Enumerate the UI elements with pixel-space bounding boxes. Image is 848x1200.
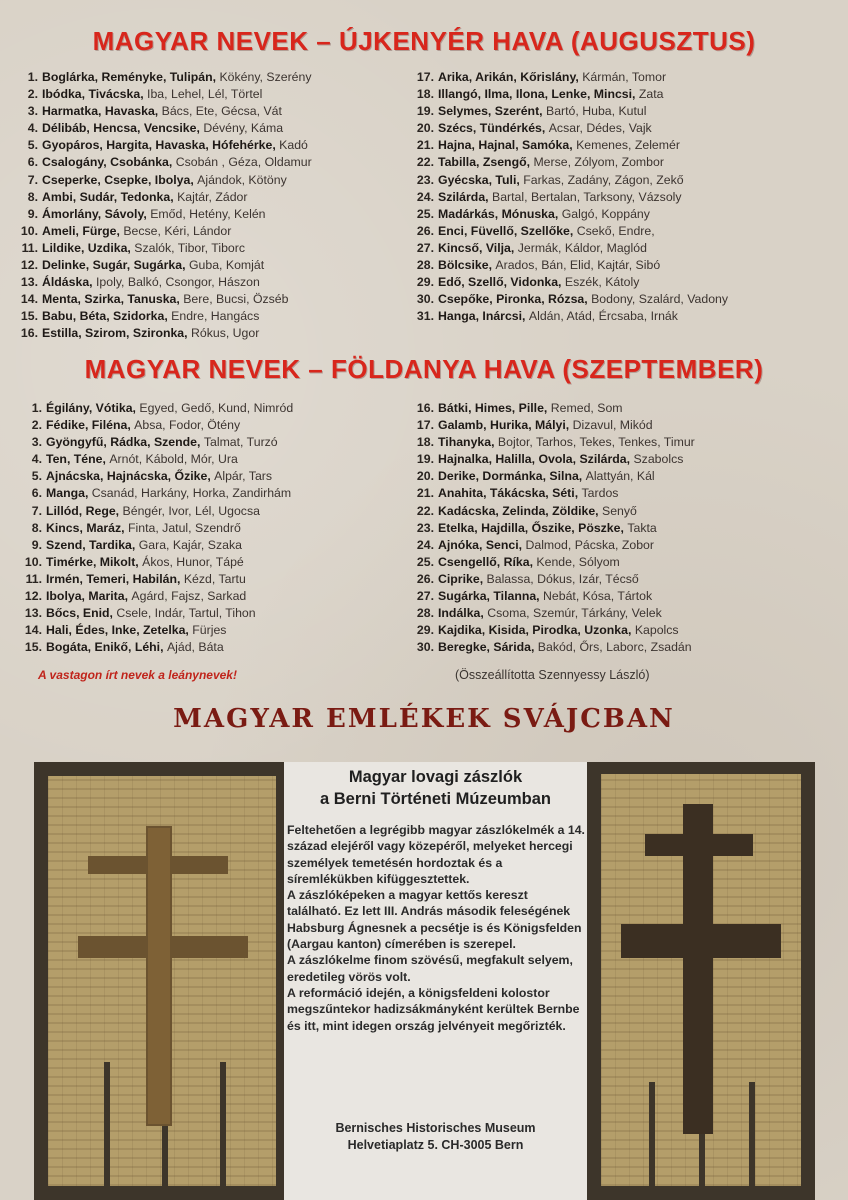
name-day-row (412, 588, 695, 605)
boys-names: Eszék, Kátoly (564, 275, 640, 290)
boys-names: Emőd, Hetény, Kelén (150, 206, 266, 221)
day-number: 27. (416, 589, 434, 604)
boys-names: Nebát, Kósa, Tártok (543, 589, 653, 604)
day-number: 8. (31, 520, 42, 535)
girls-names: Edő, Szellő, Vidonka, (438, 275, 565, 290)
girls-names: Fédike, Filéna, (46, 418, 135, 433)
boys-names: Bakód, Őrs, Laborc, Zsadán (537, 640, 692, 655)
girls-names: Ajnácska, Hajnácska, Őzike, (46, 469, 215, 484)
name-day-row (20, 605, 293, 622)
girls-names: Beregke, Sárida, (438, 640, 538, 655)
day-number: 14. (20, 292, 38, 307)
day-number: 7. (31, 503, 42, 518)
girls-names: Cseperke, Csepke, Ibolya, (42, 172, 198, 187)
name-day-row (16, 240, 312, 257)
name-day-row (16, 120, 312, 137)
boys-names: Remed, Som (550, 401, 623, 415)
info-paragraph: A reformáció idején, a königsfeldeni kolostor megszűntekor hadizsákmányként kerültek Bernbe és itt, mint idegen ország jelvényeit megőrizték. (287, 985, 580, 1033)
day-number: 11. (21, 240, 38, 255)
name-day-row (412, 434, 695, 451)
girls-names: Kincső, Vilja, (438, 240, 518, 255)
boys-names: Béngér, Ivor, Lél, Ugocsa (122, 503, 260, 518)
girls-names: Csepőke, Pironka, Rózsa, (438, 292, 592, 307)
september-list-right (412, 400, 695, 656)
girls-names: Gyopáros, Hargita, Havaska, Hófehérke, (42, 138, 280, 153)
name-day-row (412, 639, 695, 656)
name-day-row (20, 417, 293, 434)
name-day-row (20, 400, 293, 417)
day-number: 9. (31, 537, 42, 552)
name-day-row (16, 103, 312, 120)
girls-names: Hajna, Hajnal, Samóka, (438, 138, 577, 153)
boys-names: Csobán , Géza, Oldamur (175, 155, 312, 170)
girls-names: Illangó, Ilma, Ilona, Lenke, Mincsi, (438, 87, 639, 102)
name-day-row (16, 206, 312, 223)
day-number: 13. (20, 275, 38, 290)
boys-names: Kende, Sólyom (536, 554, 620, 569)
name-day-row (20, 503, 293, 520)
boys-names: Csanád, Harkány, Horka, Zandirhám (91, 486, 292, 501)
boys-names: Merse, Zólyom, Zombor (533, 155, 664, 170)
girls-names-note: A vastagon írt nevek a leánynevek! (38, 668, 237, 682)
boys-names: Ajándok, Kötöny (197, 172, 287, 187)
name-day-row (16, 172, 312, 189)
girls-names: Enci, Füvellő, Szellőke, (438, 223, 577, 238)
swiss-memories-title: MAGYAR EMLÉKEK SVÁJCBAN (173, 704, 675, 734)
boys-names: Becse, Kéri, Lándor (123, 223, 232, 238)
day-number: 5. (31, 469, 42, 484)
museum-name: Bernisches Historisches Museum (335, 1121, 536, 1135)
boys-names: Zata (638, 87, 664, 102)
name-day-row (16, 308, 312, 325)
boys-names: Kapolcs (634, 623, 679, 638)
boys-names: Dalmod, Pácska, Zobor (525, 537, 654, 552)
boys-names: Endre, Hangács (171, 309, 260, 324)
info-paragraph: A zászlóképeken a magyar kettős kereszt található. Ez lett III. András második feleségének Habsburg Ágnesnek a pecsétje is és Königsfelden (Aargau kanton) címerében is szerepel. (287, 888, 582, 952)
day-number: 10. (20, 223, 38, 238)
boys-names: Alattyán, Kál (585, 469, 655, 484)
girls-names: Ambi, Sudár, Tedonka, (42, 189, 178, 204)
museum-address (284, 1120, 587, 1154)
boys-names: Alpár, Tars (214, 469, 273, 484)
museum-street: Helvetiaplatz 5. CH-3005 Bern (347, 1138, 524, 1152)
girls-names: Ten, Téne, (46, 452, 110, 467)
girls-names: Indálka, (438, 606, 488, 621)
name-day-row (16, 257, 312, 274)
day-number: 14. (24, 623, 42, 638)
day-number: 18. (416, 87, 434, 102)
girls-names: Estilla, Szirom, Szironka, (42, 326, 191, 341)
name-day-row (412, 622, 695, 639)
girls-names: Ibolya, Marita, (46, 589, 132, 604)
day-number: 30. (416, 292, 434, 307)
day-number: 29. (416, 275, 434, 290)
day-number: 2. (27, 87, 38, 102)
day-number: 3. (27, 104, 38, 119)
boys-names: Csele, Indár, Tartul, Tihon (116, 606, 256, 621)
girls-names: Égilány, Vótika, (46, 401, 140, 415)
name-day-row (20, 434, 293, 451)
name-day-row (412, 189, 728, 206)
boys-names: Egyed, Gedő, Kund, Nimród (139, 401, 294, 415)
day-number: 15. (20, 309, 38, 324)
girls-names: Szend, Tardika, (46, 537, 139, 552)
girls-names: Ámorlány, Sávoly, (42, 206, 151, 221)
boys-names: Csoma, Szemúr, Tárkány, Velek (487, 606, 662, 621)
day-number: 4. (27, 121, 38, 136)
day-number: 28. (416, 258, 434, 273)
day-number: 10. (24, 554, 42, 569)
name-day-row (20, 468, 293, 485)
boys-names: Kézd, Tartu (183, 571, 246, 586)
girls-names: Ameli, Fürge, (42, 223, 124, 238)
day-number: 21. (416, 486, 434, 501)
girls-names: Ciprike, (438, 571, 487, 586)
girls-names: Kajdika, Kisida, Pirodka, Uzonka, (438, 623, 635, 638)
boys-names: Csekő, Endre, (576, 223, 655, 238)
day-number: 5. (27, 138, 38, 153)
august-list-right (412, 69, 728, 325)
girls-names: Szécs, Tündérkés, (438, 121, 549, 136)
name-day-row (16, 291, 312, 308)
name-day-row (16, 69, 312, 86)
name-day-row (16, 274, 312, 291)
girls-names: Irmén, Temeri, Habilán, (46, 571, 184, 586)
girls-names: Kadácska, Zelinda, Zöldike, (438, 503, 603, 518)
girls-names: Madárkás, Mónuska, (438, 206, 562, 221)
girls-names: Bölcsike, (438, 258, 496, 273)
boys-names: Guba, Komját (188, 258, 265, 273)
name-day-row (412, 86, 728, 103)
boys-names: Kármán, Tomor (582, 70, 667, 84)
september-title: MAGYAR NEVEK – FÖLDANYA HAVA (SZEPTEMBER) (84, 354, 764, 384)
boys-names: Ipoly, Balkó, Csongor, Hászon (96, 275, 260, 290)
day-number: 25. (416, 206, 434, 221)
boys-names: Szalók, Tibor, Tiborc (134, 240, 245, 255)
day-number: 12. (20, 258, 38, 273)
name-day-row (412, 400, 695, 417)
double-cross-icon (48, 776, 276, 1186)
name-day-row (412, 485, 695, 502)
info-body (287, 822, 585, 1034)
name-day-row (412, 223, 728, 240)
name-day-row (20, 451, 293, 468)
day-number: 15. (24, 640, 42, 655)
girls-names: Csengellő, Ríka, (438, 554, 537, 569)
name-day-row (412, 120, 728, 137)
name-day-row (412, 537, 695, 554)
boys-names: Bartó, Huba, Kutul (546, 104, 647, 119)
name-day-row (412, 257, 728, 274)
boys-names: Talmat, Turzó (203, 435, 278, 450)
name-day-row (412, 605, 695, 622)
boys-names: Jermák, Káldor, Maglód (517, 240, 647, 255)
boys-names: Dévény, Káma (203, 121, 284, 136)
day-number: 17. (416, 418, 434, 433)
name-day-row (412, 291, 728, 308)
day-number: 24. (416, 189, 434, 204)
info-heading-line1: Magyar lovagi zászlók (348, 768, 523, 786)
name-day-row (20, 588, 293, 605)
day-number: 8. (27, 189, 38, 204)
boys-names: Arados, Bán, Elid, Kajtár, Sibó (495, 258, 661, 273)
august-list-left (16, 69, 312, 343)
name-day-row (412, 308, 728, 325)
boys-names: Iba, Lehel, Lél, Törtel (147, 87, 263, 102)
banner-photo-right (587, 762, 815, 1200)
girls-names: Tabilla, Zsengő, (438, 155, 534, 170)
name-day-row (412, 520, 695, 537)
name-day-row (16, 86, 312, 103)
girls-names: Galamb, Hurika, Mályi, (438, 418, 573, 433)
girls-names: Lillód, Rege, (46, 503, 123, 518)
name-day-row (412, 468, 695, 485)
boys-names: Balassa, Dókus, Izár, Técső (486, 571, 639, 586)
name-day-row (412, 172, 728, 189)
day-number: 18. (416, 435, 434, 450)
girls-names: Harmatka, Havaska, (42, 104, 162, 119)
day-number: 1. (31, 401, 42, 415)
day-number: 29. (416, 623, 434, 638)
boys-names: Ákos, Hunor, Tápé (142, 554, 244, 569)
banner-photo-left (34, 762, 284, 1200)
day-number: 9. (27, 206, 38, 221)
boys-names: Gara, Kajár, Szaka (138, 537, 242, 552)
day-number: 12. (24, 589, 42, 604)
info-heading (284, 766, 587, 810)
name-day-row (20, 537, 293, 554)
day-number: 30. (416, 640, 434, 655)
day-number: 20. (416, 469, 434, 484)
boys-names: Dizavul, Mikód (572, 418, 653, 433)
day-number: 26. (416, 223, 434, 238)
girls-names: Hanga, Inárcsi, (438, 309, 529, 324)
day-number: 4. (31, 452, 42, 467)
name-day-row (412, 571, 695, 588)
girls-names: Ibódka, Tivácska, (42, 87, 148, 102)
girls-names: Bátki, Himes, Pille, (438, 401, 551, 415)
day-number: 1. (27, 70, 38, 84)
day-number: 3. (31, 435, 42, 450)
name-day-row (412, 69, 728, 86)
day-number: 7. (27, 172, 38, 187)
girls-names: Delinke, Sugár, Sugárka, (42, 258, 189, 273)
girls-names: Tihanyka, (438, 435, 498, 450)
day-number: 22. (416, 503, 434, 518)
boys-names: Rókus, Ugor (190, 326, 260, 341)
girls-names: Áldáska, (42, 275, 96, 290)
girls-names: Derike, Dormánka, Silna, (438, 469, 586, 484)
double-cross-icon (601, 774, 801, 1186)
name-day-row (412, 240, 728, 257)
name-day-row (20, 639, 293, 656)
august-title: MAGYAR NEVEK – ÚJKENYÉR HAVA (AUGUSZTUS) (92, 26, 756, 56)
day-number: 16. (20, 326, 38, 341)
girls-names: Babu, Béta, Szidorka, (42, 309, 172, 324)
name-day-row (20, 520, 293, 537)
girls-names: Etelka, Hajdilla, Őszike, Pöszke, (438, 520, 628, 535)
day-number: 25. (416, 554, 434, 569)
name-day-row (20, 571, 293, 588)
info-panel (284, 762, 587, 1200)
girls-names: Gyécska, Tuli, (438, 172, 524, 187)
day-number: 26. (416, 571, 434, 586)
girls-names: Menta, Szirka, Tanuska, (42, 292, 184, 307)
september-list-left (20, 400, 293, 656)
day-number: 27. (416, 240, 434, 255)
compiler-credit: (Összeállította Szennyessy László) (455, 668, 650, 682)
girls-names: Csalogány, Csobánka, (42, 155, 176, 170)
boys-names: Bács, Ete, Gécsa, Vát (161, 104, 282, 119)
girls-names: Kincs, Maráz, (46, 520, 129, 535)
info-heading-line2: a Berni Történeti Múzeumban (319, 790, 552, 808)
day-number: 6. (27, 155, 38, 170)
name-day-row (412, 103, 728, 120)
boys-names: Absa, Fodor, Ötény (134, 418, 241, 433)
girls-names: Hajnalka, Halilla, Ovola, Szilárda, (438, 452, 634, 467)
boys-names: Tardos (581, 486, 619, 501)
name-day-row (20, 622, 293, 639)
girls-names: Manga, (46, 486, 92, 501)
boys-names: Acsar, Dédes, Vajk (548, 121, 652, 136)
girls-names: Lildike, Uzdika, (42, 240, 135, 255)
day-number: 11. (25, 571, 42, 586)
boys-names: Kökény, Szerény (219, 70, 312, 84)
girls-names: Hali, Édes, Inke, Zetelka, (46, 623, 193, 638)
name-day-row (16, 223, 312, 240)
boys-names: Galgó, Koppány (561, 206, 650, 221)
girls-names: Boglárka, Reményke, Tulipán, (42, 70, 220, 84)
girls-names: Bogáta, Enikő, Léhi, (46, 640, 167, 655)
boys-names: Bartal, Bertalan, Tarksony, Vázsoly (492, 189, 682, 204)
boys-names: Farkas, Zadány, Zágon, Zekő (523, 172, 684, 187)
name-day-row (412, 274, 728, 291)
day-number: 13. (24, 606, 42, 621)
name-day-row (20, 485, 293, 502)
girls-names: Ajnóka, Senci, (438, 537, 526, 552)
name-day-row (412, 137, 728, 154)
day-number: 19. (416, 104, 434, 119)
day-number: 6. (31, 486, 42, 501)
name-day-row (16, 189, 312, 206)
boys-names: Kemenes, Zelemér (576, 138, 680, 153)
boys-names: Bodony, Szalárd, Vadony (591, 292, 729, 307)
girls-names: Szilárda, (438, 189, 492, 204)
boys-names: Szabolcs (633, 452, 684, 467)
boys-names: Aldán, Atád, Ércsaba, Irnák (528, 309, 678, 324)
name-day-row (412, 451, 695, 468)
girls-names: Gyöngyfű, Rádka, Szende, (46, 435, 204, 450)
day-number: 28. (416, 606, 434, 621)
name-day-row (412, 206, 728, 223)
boys-names: Kajtár, Zádor (177, 189, 248, 204)
name-day-row (412, 554, 695, 571)
boys-names: Bere, Bucsi, Özséb (183, 292, 289, 307)
name-day-row (412, 417, 695, 434)
day-number: 31. (416, 309, 434, 324)
boys-names: Senyő (602, 503, 637, 518)
info-paragraph: A zászlókelme finom szövésű, megfakult selyem, eredetileg vörös volt. (287, 953, 573, 984)
boys-names: Takta (627, 520, 657, 535)
boys-names: Kadó (279, 138, 308, 153)
girls-names: Délibáb, Hencsa, Vencsike, (42, 121, 204, 136)
day-number: 23. (416, 172, 434, 187)
day-number: 20. (416, 121, 434, 136)
day-number: 24. (416, 537, 434, 552)
boys-names: Agárd, Fajsz, Sarkad (131, 589, 247, 604)
boys-names: Arnót, Kábold, Mór, Ura (109, 452, 238, 467)
girls-names: Sugárka, Tilanna, (438, 589, 544, 604)
boys-names: Bojtor, Tarhos, Tekes, Tenkes, Timur (497, 435, 695, 450)
girls-names: Arika, Arikán, Kőrislány, (438, 70, 583, 84)
day-number: 19. (416, 452, 434, 467)
girls-names: Timérke, Mikolt, (46, 554, 143, 569)
info-paragraph: Feltehetően a legrégibb magyar zászlókelmék a 14. század elejéről vagy közepéről, melyeket hercegi személyek temetésén hordoztak és a síremlékükben kifüggesztettek. (287, 823, 585, 886)
day-number: 21. (416, 138, 434, 153)
day-number: 17. (416, 70, 434, 84)
boys-names: Finta, Jatul, Szendrő (128, 520, 241, 535)
girls-names: Anahita, Tákácska, Séti, (438, 486, 582, 501)
name-day-row (16, 137, 312, 154)
day-number: 23. (416, 520, 434, 535)
name-day-row (16, 325, 312, 342)
name-day-row (16, 154, 312, 171)
name-day-row (20, 554, 293, 571)
boys-names: Fürjes (192, 623, 227, 638)
girls-names: Selymes, Szerént, (438, 104, 546, 119)
day-number: 16. (416, 401, 434, 415)
boys-names: Ajád, Báta (166, 640, 224, 655)
name-day-row (412, 154, 728, 171)
day-number: 22. (416, 155, 434, 170)
day-number: 2. (31, 418, 42, 433)
girls-names: Bőcs, Enid, (46, 606, 117, 621)
name-day-row (412, 503, 695, 520)
